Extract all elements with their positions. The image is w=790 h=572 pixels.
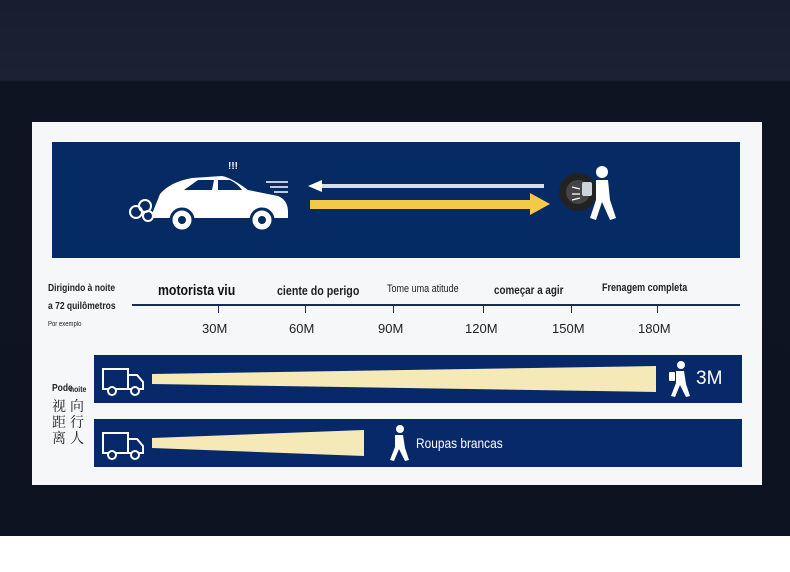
- axis-tick: [571, 305, 572, 313]
- distance-150: 150M: [552, 321, 585, 336]
- truck-icon: [100, 361, 148, 397]
- speed-lines-icon: [266, 182, 288, 192]
- axis-tick: [218, 305, 219, 313]
- visibility-label-a: Pode: [52, 383, 73, 394]
- pedestrian-icon-1: [666, 360, 692, 398]
- axis-tick: [305, 305, 306, 313]
- stage-start-acting: começar a agir: [494, 283, 564, 297]
- example-note: Por exemplo: [48, 321, 82, 328]
- stage-full-braking: Frenagem completa: [602, 282, 688, 294]
- visibility-label-cn2: 向行人: [70, 398, 84, 446]
- distance-120: 120M: [465, 321, 498, 336]
- truck-icon: [100, 425, 148, 461]
- stage-motorist-saw: motorista viu: [158, 282, 236, 299]
- visibility-row-reflective: [94, 355, 742, 403]
- car-icon: [152, 176, 288, 231]
- distance-180: 180M: [638, 321, 671, 336]
- infographic-card: [32, 122, 762, 485]
- axis-tick: [657, 305, 658, 313]
- visibility-label-b: noite: [70, 385, 87, 394]
- axis-tick: [393, 305, 394, 313]
- timeline-axis: [132, 304, 740, 306]
- illustration-banner: [52, 142, 740, 258]
- pedestrian-icon-2: [385, 424, 411, 462]
- pedestrian-icon: [582, 166, 616, 220]
- exhaust-icon: [130, 200, 153, 221]
- visibility-row-white-clothes: [94, 419, 742, 467]
- distance-90: 90M: [378, 321, 404, 336]
- stage-aware-danger: ciente do perigo: [277, 283, 360, 298]
- driving-label-line1: Dirigindo à noite: [48, 283, 116, 294]
- visibility-label-cn: 视距离: [52, 398, 66, 446]
- reflection-arrow: [308, 180, 544, 192]
- white-clothes-label: Roupas brancas: [416, 435, 503, 451]
- visibility-beam-2: [152, 429, 364, 457]
- visibility-beam-1: [152, 365, 656, 393]
- car-pedestrian-illustration: [52, 142, 740, 258]
- reflective-distance-label: 3M: [696, 368, 723, 389]
- distance-60: 60M: [289, 321, 315, 336]
- headlight-beam: [310, 193, 550, 215]
- axis-tick: [483, 305, 484, 313]
- driving-label-line2: a 72 quilômetros: [48, 301, 116, 312]
- alert-symbol: !!!: [228, 161, 238, 172]
- distance-30: 30M: [202, 321, 228, 336]
- stage-take-action: Tome uma atitude: [387, 283, 459, 295]
